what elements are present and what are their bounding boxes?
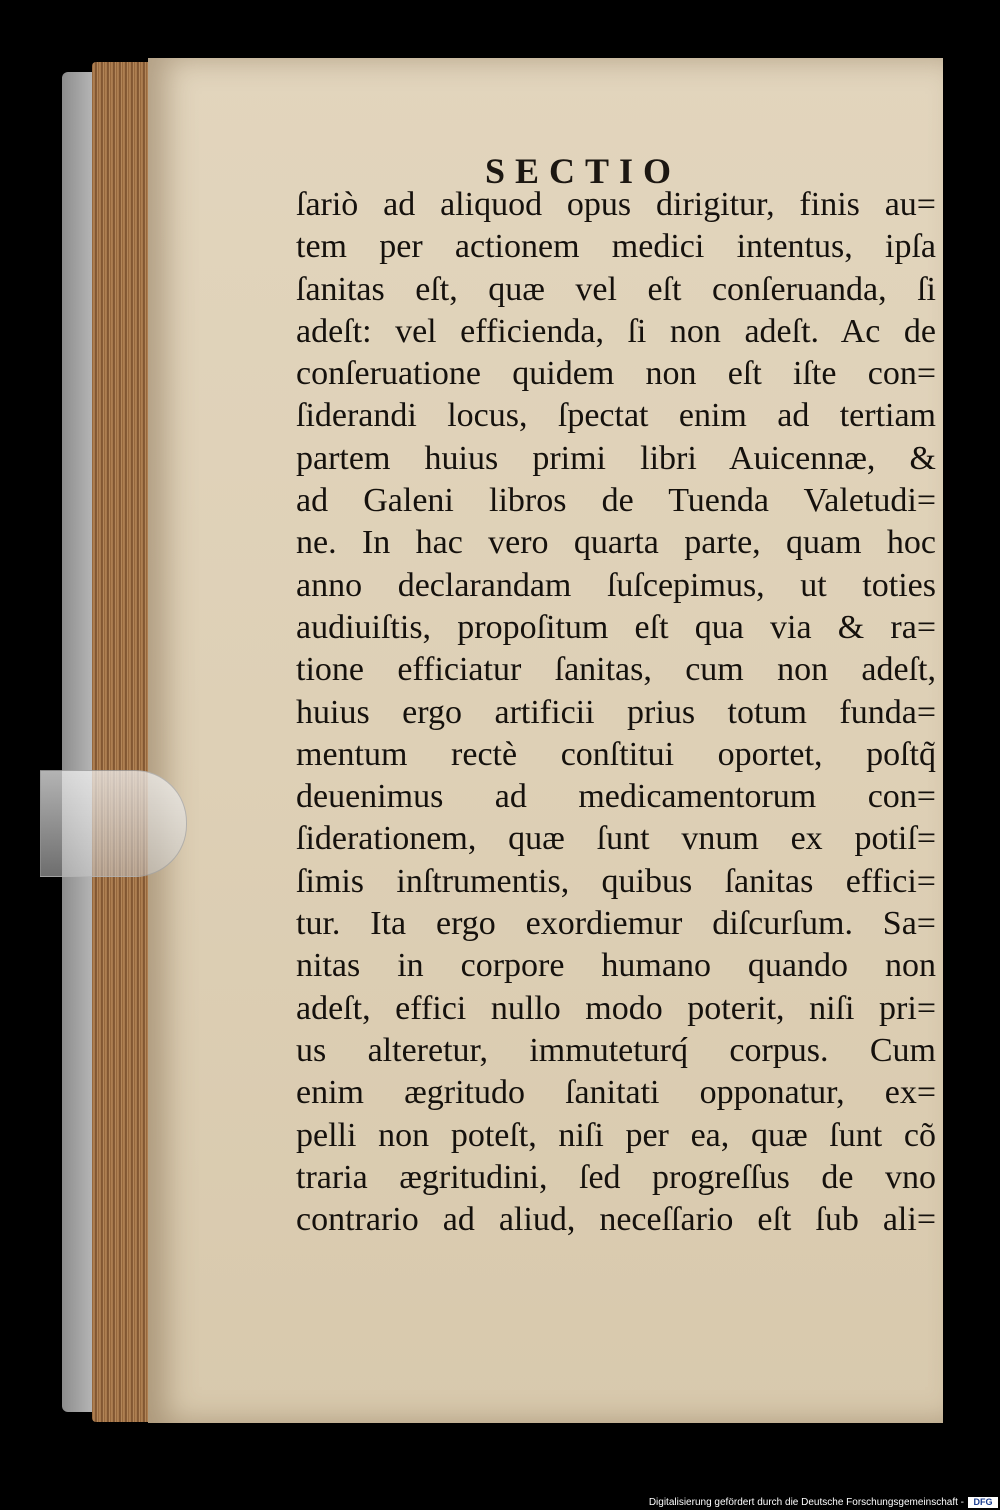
text-line: partem huius primi libri Auicennæ, & bbox=[296, 439, 936, 477]
page-edges bbox=[92, 62, 150, 1422]
text-line: ſiderationem, quæ ſunt vnum ex potiſ= bbox=[296, 820, 936, 858]
text-line: conſeruatione quidem non eſt iſte con= bbox=[296, 355, 936, 393]
text-line: ne. In hac vero quarta parte, quam hoc bbox=[296, 524, 936, 562]
text-line: us alteretur, immuteturq́ corpus. Cum bbox=[296, 1031, 936, 1069]
text-line: tur. Ita ergo exordiemur diſcurſum. Sa= bbox=[296, 905, 936, 943]
text-line: ſanitas eſt, quæ vel eſt conſeruanda, ſi bbox=[296, 270, 936, 308]
page-text bbox=[296, 184, 936, 1241]
text-line: tem per actionem medici intentus, ipſa bbox=[296, 228, 936, 266]
dfg-logo: DFG bbox=[968, 1497, 998, 1508]
text-line: ſariò ad aliquod opus dirigitur, finis au= bbox=[296, 186, 936, 223]
text-line: huius ergo artificii prius totum funda= bbox=[296, 693, 936, 731]
text-line: deuenimus ad medicamentorum con= bbox=[296, 778, 936, 816]
text-line: audiuiſtis, propoſitum eſt qua via & ra= bbox=[296, 608, 936, 646]
text-line: ſimis inſtrumentis, quibus ſanitas effici= bbox=[296, 862, 936, 900]
text-line: anno declarandam ſuſcepimus, ut toties bbox=[296, 566, 936, 604]
funding-credit: Digitalisierung gefördert durch die Deutsche Forschungsgemeinschaft - bbox=[648, 1497, 964, 1508]
plastic-clip bbox=[40, 770, 187, 877]
text-line: adeſt: vel efficienda, ſi non adeſt. Ac de bbox=[296, 312, 936, 350]
text-line: ſiderandi locus, ſpectat enim ad tertiam bbox=[296, 397, 936, 435]
text-line: enim ægritudo ſanitati opponatur, ex= bbox=[296, 1074, 936, 1112]
running-head: SECTIO bbox=[485, 151, 682, 191]
text-line: adeſt, effici nullo modo poterit, niſi pri= bbox=[296, 989, 936, 1027]
text-line: ad Galeni libros de Tuenda Valetudi= bbox=[296, 482, 936, 520]
text-line: mentum rectè conſtitui oportet, poſtq̃ bbox=[296, 735, 936, 773]
text-line: pelli non poteſt, niſi per ea, quæ ſunt cõ bbox=[296, 1116, 936, 1154]
text-line: tione efficiatur ſanitas, cum non adeſt, bbox=[296, 651, 936, 689]
text-line: contrario ad aliud, neceſſario eſt ſub ali= bbox=[296, 1201, 936, 1239]
text-line: nitas in corpore humano quando non bbox=[296, 947, 936, 985]
text-line: traria ægritudini, ſed progreſſus de vno bbox=[296, 1158, 936, 1196]
